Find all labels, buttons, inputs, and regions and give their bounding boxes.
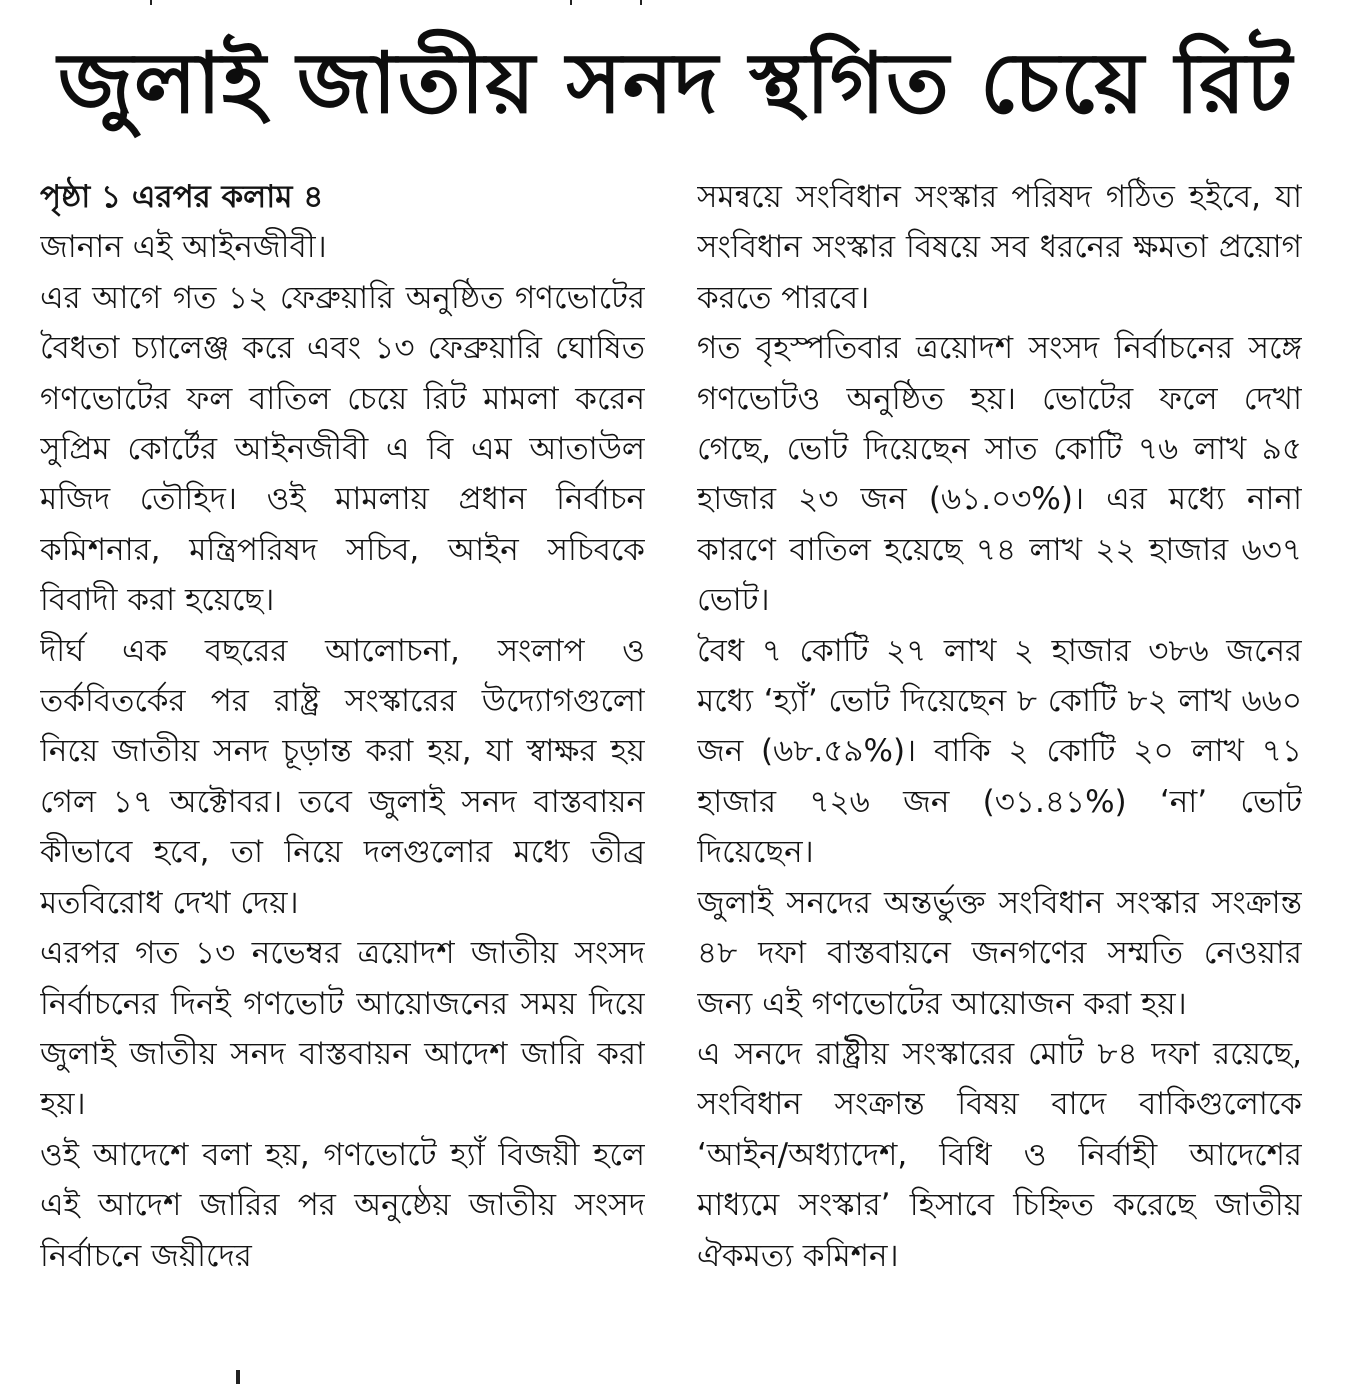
cropped-text-fragment xyxy=(150,0,152,5)
article-column-right xyxy=(697,172,1302,1384)
jump-line: পৃষ্ঠা ১ এরপর কলাম ৪ xyxy=(40,179,324,215)
paragraph: সমন্বয়ে সংবিধান সংস্কার পরিষদ গঠিত হইবে, যা সংবিধান সংস্কার বিষয়ে সব ধরনের ক্ষমতা প্রয়োগ করতে পারবে। xyxy=(697,179,1302,316)
paragraph: এ সনদে রাষ্ট্রীয় সংস্কারের মোট ৮৪ দফা রয়েছে, সংবিধান সংক্রান্ত বিষয় বাদে বাকিগুলোকে ‘আইন/অধ্যাদেশ, বিধি ও নির্বাহী আদেশের মাধ্যমে সংস্কার’ হিসাবে চিহ্নিত করেছে জাতীয় ঐকমত্য কমিশন। xyxy=(697,1035,1302,1274)
cropped-bottom-fragment xyxy=(236,1370,240,1384)
cropped-text-fragment xyxy=(570,0,572,5)
paragraph: গত বৃহস্পতিবার ত্রয়োদশ সংসদ নির্বাচনের সঙ্গে গণভোটও অনুষ্ঠিত হয়। ভোটের ফলে দেখা গেছে, ভোট দিয়েছেন সাত কোটি ৭৬ লাখ ৯৫ হাজার ২৩ জন (৬১.০৩%)। এর মধ্যে নানা কারণে বাতিল হয়েছে ৭৪ লাখ ২২ হাজার ৬৩৭ ভোট। xyxy=(697,330,1302,619)
paragraph: এরপর গত ১৩ নভেম্বর ত্রয়োদশ জাতীয় সংসদ নির্বাচনের দিনই গণভোট আয়োজনের সময় দিয়ে জুলাই জাতীয় সনদ বাস্তবায়ন আদেশ জারি করা হয়। xyxy=(40,935,645,1123)
article-column-left xyxy=(40,172,645,1384)
cropped-top-edge xyxy=(0,0,1351,8)
cropped-text-fragment xyxy=(640,0,642,5)
paragraph: ওই আদেশে বলা হয়, গণভোটে হ্যাঁ বিজয়ী হলে এই আদেশ জারির পর অনুষ্ঠেয় জাতীয় সংসদ নির্বাচনে জয়ীদের xyxy=(40,1136,645,1274)
paragraph: জানান এই আইনজীবী। xyxy=(40,229,327,266)
paragraph: জুলাই সনদের অন্তর্ভুক্ত সংবিধান সংস্কার সংক্রান্ত ৪৮ দফা বাস্তবায়নে জনগণের সম্মতি নেওয়ার জন্য এই গণভোটের আয়োজন করা হয়। xyxy=(697,884,1302,1022)
paragraph: দীর্ঘ এক বছরের আলোচনা, সংলাপ ও তর্কবিতর্কের পর রাষ্ট্র সংস্কারের উদ্যোগগুলো নিয়ে জাতীয় সনদ চূড়ান্ত করা হয়, যা স্বাক্ষর হয় গেল ১৭ অক্টোবর। তবে জুলাই সনদ বাস্তবায়ন কীভাবে হবে, তা নিয়ে দলগুলোর মধ্যে তীব্র মতবিরোধ দেখা দেয়। xyxy=(40,632,645,921)
headline: জুলাই জাতীয় সনদ স্থগিত চেয়ে রিট xyxy=(57,34,1294,132)
paragraph: বৈধ ৭ কোটি ২৭ লাখ ২ হাজার ৩৮৬ জনের মধ্যে ‘হ্যাঁ’ ভোট দিয়েছেন ৮ কোটি ৮২ লাখ ৬৬০ জন (৬৮.৫৯%)। বাকি ২ কোটি ২০ লাখ ৭১ হাজার ৭২৬ জন (৩১.৪১%) ‘না’ ভোট দিয়েছেন। xyxy=(697,632,1302,871)
paragraph: এর আগে গত ১২ ফেব্রুয়ারি অনুষ্ঠিত গণভোটের বৈধতা চ্যালেঞ্জ করে এবং ১৩ ফেব্রুয়ারি ঘোষিত গণভোটের ফল বাতিল চেয়ে রিট মামলা করেন সুপ্রিম কোর্টের আইনজীবী এ বি এম আতাউল মজিদ তৌহিদ। ওই মামলায় প্রধান নির্বাচন কমিশনার, মন্ত্রিপরিষদ সচিব, আইন সচিবকে বিবাদী করা হয়েছে। xyxy=(40,279,645,619)
